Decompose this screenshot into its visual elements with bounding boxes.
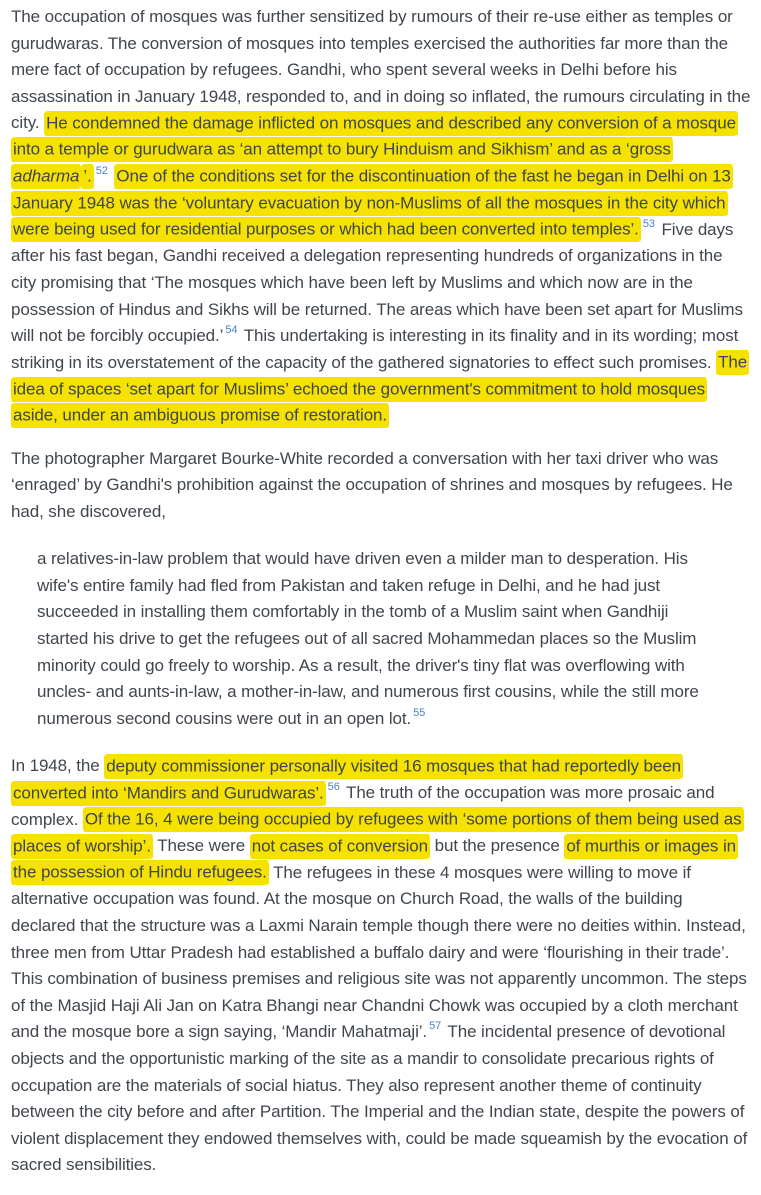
text-run: a relatives-in-law problem that would have driven even a milder man to desperation. His wife's entire family had fled from Pakistan and taken refuge in Delhi, and he had just succeeded in installing them comfortably in the tomb of a Muslim saint when Gandhiji started his drive to get the refugees out of all sacred Mohammedan places so the Muslim minority could go freely to worship. As a result, the driver's tiny flat was overflowing with uncles- and aunts-in-law, a mother-in-law, and numerous first cousins, while the still more numerous second cousins were out in an open lot. <box>37 549 699 728</box>
footnote-ref-57[interactable]: 57 <box>429 1020 442 1033</box>
paragraph-mosque-occupation <box>11 4 751 430</box>
text-run: The refugees in these 4 mosques were willing to move if alternative occupation was found. At the mosque on Church Road, the walls of the building declared that the structure was a Laxmi Narain temple though there were no deities within. Instead, three men from Uttar Pradesh had established a buffalo dairy and were ‘flourishing in their trade’. This combination of business premises and religious site was not apparently uncommon. The steps of the Masjid Haji Ali Jan on Katra Bhangi near Chandni Chowk was occupied by a cloth merchant and the mosque bore a sign saying, ‘Mandir Mahatmaji’. <box>11 862 747 1042</box>
highlight-gandhi-condemnation: He condemned the damage inflicted on mosques and described any conversion of a mosque into a temple or gurudwara as ‘an attempt to bury Hinduism and Sikhism’ and as a ‘gross <box>11 111 738 163</box>
footnote-ref-54[interactable]: 54 <box>225 324 238 337</box>
footnote-ref-56[interactable]: 56 <box>327 781 340 794</box>
blockquote-taxi-driver <box>11 546 719 732</box>
footnote-ref-55[interactable]: 55 <box>413 706 426 719</box>
highlight-spaces-set-apart: The idea of spaces ‘set apart for Muslims’ echoed the government's commitment to hold mosques aside, under an ambiguous promise of restoration. <box>11 350 749 428</box>
paragraph-deputy-commissioner <box>11 753 751 1179</box>
highlight-adharma-italic: adharma <box>11 164 81 189</box>
footnote-ref-53[interactable]: 53 <box>642 217 655 230</box>
highlight-deputy-commissioner: deputy commissioner personally visited 16 mosques that had reportedly been converted into ‘Mandirs and Gurudwaras’. <box>11 754 683 806</box>
highlight-quote-close: ’. <box>81 164 93 189</box>
text-run: This undertaking is interesting in its finality and in its wording; most striking in its overstatement of the capacity of the gathered signatories to effect such promises. <box>11 326 739 372</box>
text-run: The incidental presence of devotional objects and the opportunistic marking of the site as a mandir to consolidate precarious rights of occupation are the materials of social hiatus. They also represent another theme of continuity between the city before and after Partition. The Imperial and the Indian state, despite the powers of violent displacement they endowed themselves with, could be made squeamish by the evocation of sacred sensibilities. <box>11 1022 748 1175</box>
highlight-of-the-16: Of the 16, 4 were being occupied by refugees with ‘some portions of them being used as places of worship’. <box>11 807 744 859</box>
highlight-not-cases: not cases of conversion <box>250 834 430 859</box>
text-run: Five days after his fast began, Gandhi received a delegation representing hundreds of organizations in the city promising that ‘The mosques which have been left by Muslims and which now are in the possession of Hindus and Sikhs will be returned. The areas which have been set apart for Muslims will not be forcibly occupied.’ <box>11 219 743 346</box>
text-run: The photographer Margaret Bourke-White recorded a conversation with her taxi driver who was ‘enraged’ by Gandhi's prohibition against the occupation of shrines and mosques by refugees. He had, she discovered, <box>11 448 733 521</box>
highlight-fast-conditions: One of the conditions set for the discontinuation of the fast he began in Delhi on 13 January 1948 was the ‘voluntary evacuation by non-Muslims of all the mosques in the city which were being used for residential purposes or which had been converted into temples’. <box>11 164 733 242</box>
text-run: These were <box>152 836 250 856</box>
text-run: The truth of the occupation was more prosaic and complex. <box>11 783 715 829</box>
footnote-ref-52[interactable]: 52 <box>95 164 108 177</box>
highlight-murthis: of murthis or images in the possession of Hindu refugees. <box>11 834 738 886</box>
paragraph-bourke-white <box>11 446 751 526</box>
text-run: but the presence <box>430 836 565 856</box>
text-run: The occupation of mosques was further sensitized by rumours of their re-use either as temples or gurudwaras. The conversion of mosques into temples exercised the authorities far more than the mere fact of occupation by refugees. Gandhi, who spent several weeks in Delhi before his assassination in January 1948, responded to, and in doing so inflated, the rumours circulating in the city. <box>11 7 751 133</box>
text-run: In 1948, the <box>11 756 105 776</box>
